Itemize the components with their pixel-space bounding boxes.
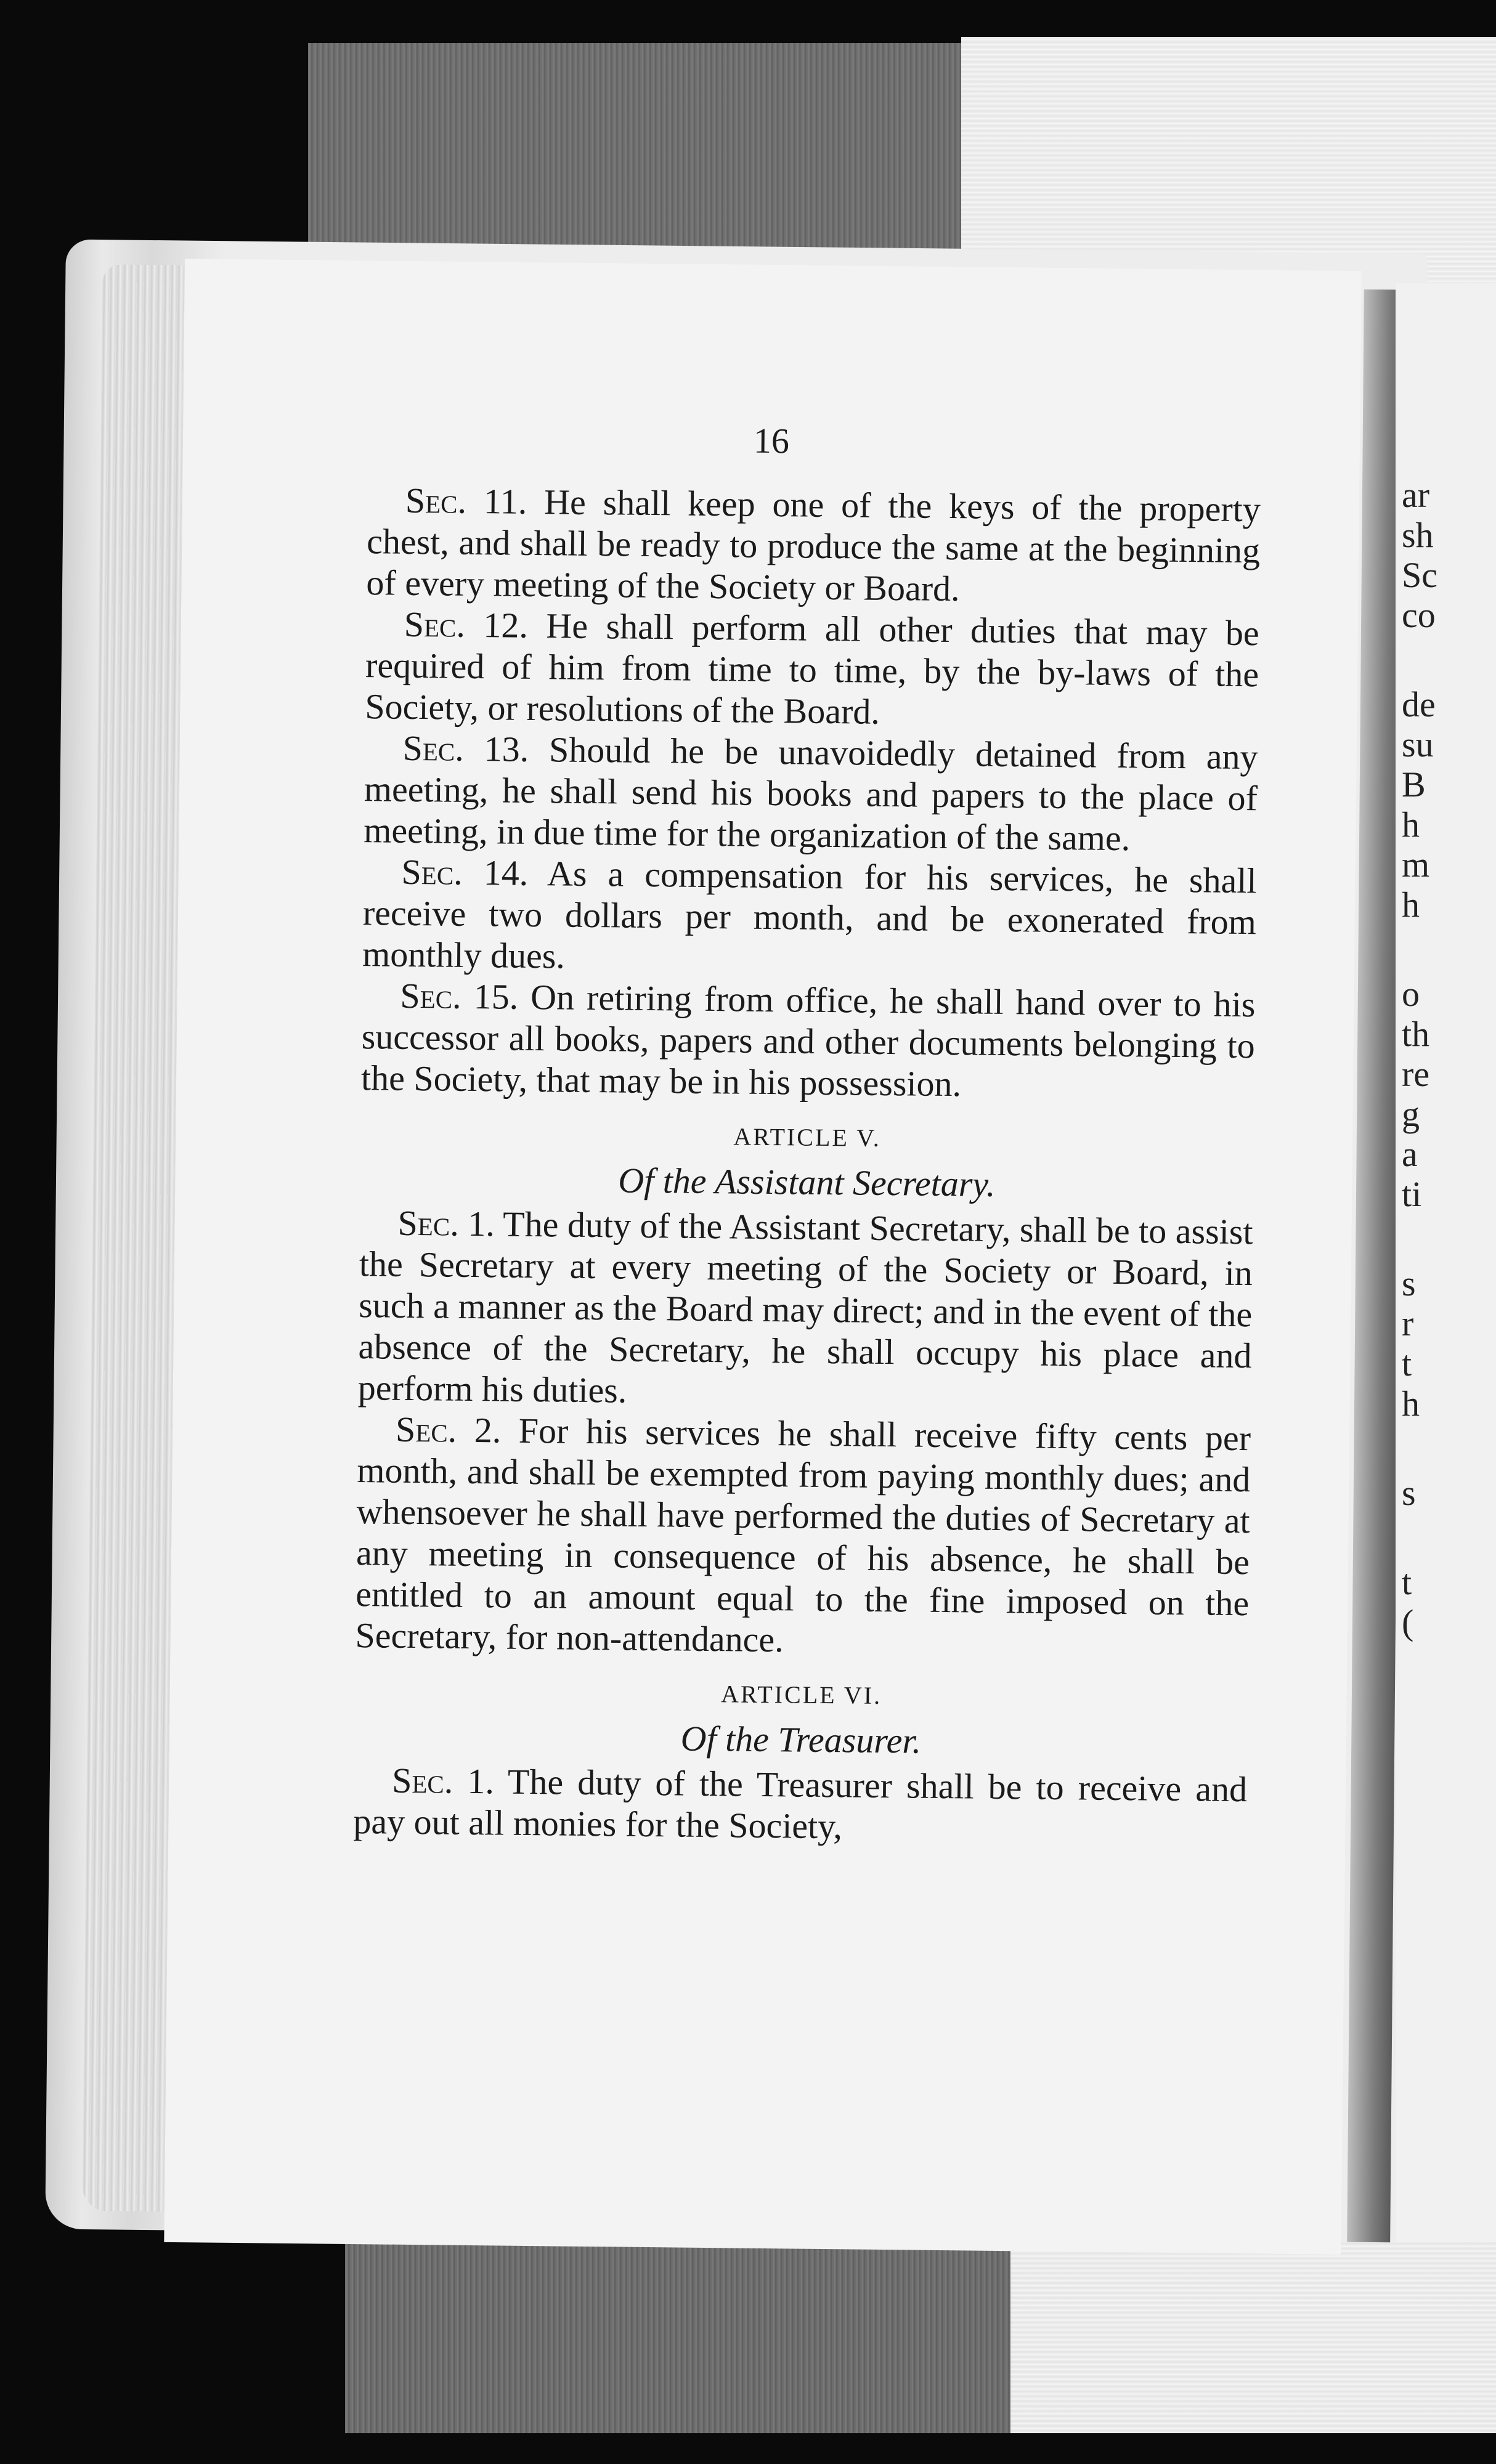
cloth-bottom [1010,2230,1496,2433]
article-title: Of the Assistant Secretary. [617,1160,996,1204]
section-label: Sec. 11. [405,480,527,522]
section-label: Sec. 2. [395,1409,502,1451]
section-label: Sec. 12. [404,604,529,646]
facing-page-line: g [1402,1094,1420,1134]
facing-page-line: o [1402,974,1420,1014]
page-text [353,479,1261,1851]
facing-page-line: ti [1402,1174,1422,1214]
section-paragraph [362,851,1257,984]
section-label: Sec. 15. [400,975,519,1017]
section-paragraph [355,1408,1251,1665]
facing-page-fragment [1396,283,1496,2242]
section-label: Sec. 1. [397,1202,495,1244]
section-text: The duty of the Assistant Secretary, shall be to assist the Secretary at every meeting of the Society or Board, in such a manner as the Board may direct; and in the event of the absence of the Secretary, he shall occupy his place and perform his duties. [357,1204,1253,1411]
section-label: Sec. 1. [391,1760,495,1802]
table-surface-bottom [345,2236,1023,2433]
article-heading: ARTICLE V. [733,1122,882,1152]
section-text: For his services he shall receive fifty cents per month, and shall be exempted from paying monthly dues; and whensoever he shall have performed the duties of Secretary at any meeting in consequence of his absence, he shall be entitled to an amount equal to the fine imposed on the Secretary, for non-attendance. [355,1410,1251,1660]
facing-page-line: su [1402,724,1434,764]
facing-page-line: de [1402,684,1436,724]
section-label: Sec. 13. [402,727,529,769]
article-title: Of the Treasurer. [680,1718,922,1761]
section-paragraph [357,1202,1253,1417]
section-paragraph [364,727,1258,860]
page-number: 16 [753,420,790,461]
section-paragraph [353,1759,1247,1851]
section-text: On retiring from office, he shall hand over to his successor all books, papers and other documents belonging to the Society, that may be in his possession. [360,976,1256,1104]
section-paragraph [361,975,1256,1108]
facing-page-line: s [1402,1473,1416,1513]
section-paragraph [365,603,1259,736]
facing-page-line: sh [1402,515,1434,555]
section-text: He shall keep one of the keys of the property chest, and shall be ready to produce the same at the beginning of every meeting of the Society or Board. [366,482,1261,609]
facing-page-line: ar [1402,475,1430,515]
book-page [164,259,1362,2255]
facing-page-line: h [1402,1384,1420,1424]
facing-page-line: co [1402,595,1436,635]
facing-page-line: a [1402,1134,1418,1174]
facing-page-line: t [1402,1562,1412,1602]
section-label: Sec. 14. [401,851,529,893]
facing-page-line: m [1402,845,1430,885]
section-text: The duty of the Treasurer shall be to receive and pay out all monies for the Society, [353,1761,1248,1847]
article-heading: ARTICLE VI. [720,1680,882,1709]
facing-page-line: h [1402,885,1420,925]
facing-page-line: th [1402,1014,1430,1054]
section-paragraph [366,479,1261,612]
facing-page-line: s [1402,1263,1416,1303]
facing-page-line: r [1402,1303,1414,1343]
section-text: Should he be unavoidedly detained from any meeting, he shall send his books and papers to the place of meeting, in due time for the organization of the same. [363,729,1258,859]
facing-page-line: t [1402,1343,1412,1384]
facing-page-line: B [1402,764,1426,804]
facing-page-line: h [1402,804,1420,845]
facing-page-line: Sc [1402,555,1437,595]
section-text: As a compensation for his services, he shall receive two dollars per month, and be exonerated from monthly dues. [362,853,1257,976]
facing-page-line: ( [1402,1602,1414,1642]
section-text: He shall perform all other duties that may be required of him from time to time, by the by-laws of the Society, or resolutions of the Board. [365,606,1260,732]
facing-page-line: re [1402,1054,1430,1094]
